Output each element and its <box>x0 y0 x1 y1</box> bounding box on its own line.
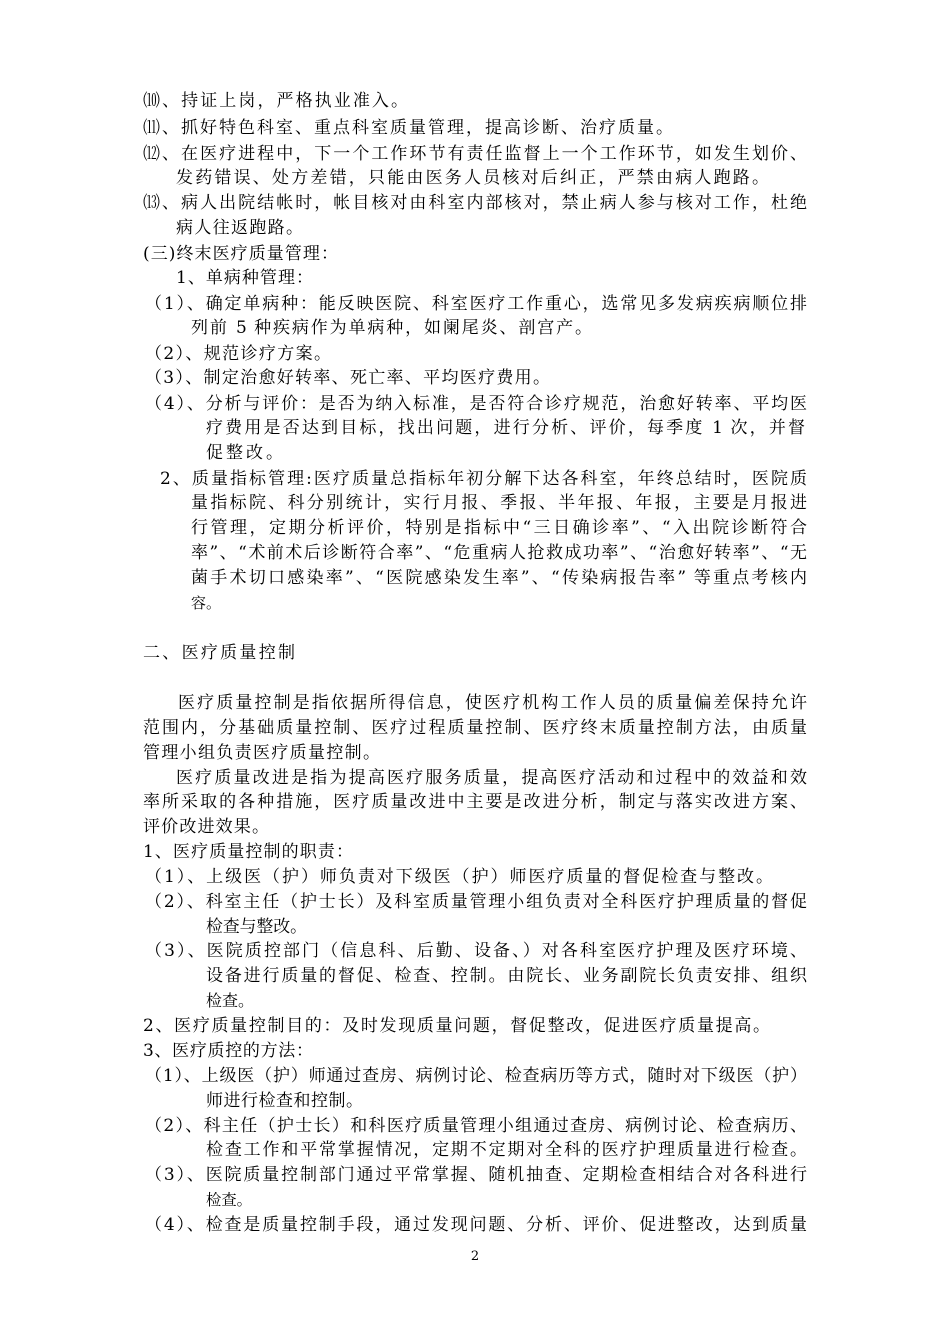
section-heading: (三)终末医疗质量管理： <box>143 244 338 264</box>
text-line: 容。 <box>191 594 222 612</box>
text-line: 率”、“术前术后诊断符合率”、“危重病人抢救成功率”、“治愈好转率”、“无 <box>191 543 807 563</box>
text-line: ⑽、持证上岗，严格执业准入。 <box>143 91 408 111</box>
text-line: 病人往返跑路。 <box>176 218 303 238</box>
text-line: 行管理，定期分析评价，特别是指标中“三日确诊率”、“入出院诊断符合 <box>191 518 807 538</box>
text-line: （2）、科主任（护士长）和科医疗质量管理小组通过查房、病例讨论、检查病历、 <box>145 1116 807 1136</box>
text-line: 菌手术切口感染率”、“医院感染发生率”、“传染病报告率” 等重点考核内 <box>191 568 807 588</box>
text-line: （4）、分析与评价：是否为纳入标准，是否符合诊疗规范，治愈好转率、平均医 <box>145 394 807 414</box>
text-line: ⑿、在医疗进程中，下一个工作环节有责任监督上一个工作环节，如发生划价、 <box>143 144 807 164</box>
text-line: （3）、医院质量控制部门通过平常掌握、随机抽查、定期检查相结合对各科进行 <box>145 1165 807 1185</box>
text-line: 检查工作和平常掌握情况，定期不定期对全科的医疗护理质量进行检查。 <box>206 1140 807 1160</box>
text-line: 2、医疗质量控制目的：及时发现质量问题，督促整改，促进医疗质量提高。 <box>143 1016 770 1036</box>
text-line: 管理小组负责医疗质量控制。 <box>143 743 380 763</box>
text-line: ⒀、病人出院结帐时，帐目核对由科室内部核对，禁止病人参与核对工作，杜绝 <box>143 193 807 213</box>
text-line: 检查。 <box>206 1191 252 1209</box>
page-number: 2 <box>470 1249 480 1264</box>
text-line: 疗费用是否达到目标，找出问题，进行分析、评价，每季度 1 次，并督 <box>206 418 805 438</box>
subsection-heading: 1、医疗质量控制的职责： <box>143 842 353 862</box>
text-line: （2）、规范诊疗方案。 <box>145 344 331 364</box>
text-line: 范围内，分基础质量控制、医疗过程质量控制、医疗终末质量控制方法，由质量 <box>143 718 807 738</box>
text-line: （4）、检查是质量控制手段，通过发现问题、分析、评价、促进整改，达到质量 <box>145 1215 807 1235</box>
text-line: 量指标院、科分别统计，实行月报、季报、半年报、年报，主要是月报进 <box>191 493 807 513</box>
text-line: （2）、科室主任（护士长）及科室质量管理小组负责对全科医疗护理质量的督促 <box>145 892 807 912</box>
text-line: （1）、上级医（护）师负责对下级医（护）师医疗质量的督促检查与整改。 <box>145 867 773 887</box>
subsection-heading: 3、医疗质控的方法： <box>143 1041 313 1061</box>
text-line: 检查。 <box>206 991 255 1010</box>
text-line: 师进行检查和控制。 <box>206 1091 363 1111</box>
text-line: 医疗质量控制是指依据所得信息，使医疗机构工作人员的质量偏差保持允许 <box>178 693 807 713</box>
text-line: 评价改进效果。 <box>143 817 269 837</box>
text-line: （3）、制定治愈好转率、死亡率、平均医疗费用。 <box>145 368 550 388</box>
text-line: ⑾、抓好特色科室、重点科室质量管理，提高诊断、治疗质量。 <box>143 118 673 138</box>
subsection-heading: 1、单病种管理： <box>176 268 313 288</box>
text-line: 2、质量指标管理:医疗质量总指标年初分解下达各科室，年终总结时，医院质 <box>160 469 807 489</box>
text-line: 医疗质量改进是指为提高医疗服务质量，提高医疗活动和过程中的效益和效 <box>176 768 807 788</box>
text-line: （1）、上级医（护）师通过查房、病例讨论、检查病历等方式，随时对下级医（护） <box>145 1066 807 1086</box>
text-line: 检查与整改。 <box>206 916 307 936</box>
text-line: 设备进行质量的督促、检查、控制。由院长、业务副院长负责安排、组织 <box>206 966 807 986</box>
text-line: 促整改。 <box>206 443 283 463</box>
section-heading: 二、医疗质量控制 <box>143 643 295 663</box>
text-line: 发药错误、处方差错，只能由医务人员核对后纠正，严禁由病人跑路。 <box>176 168 769 188</box>
text-line: 列前 5 种疾病作为单病种，如阑尾炎、剖宫产。 <box>191 318 592 338</box>
text-line: （1）、确定单病种：能反映医院、科室医疗工作重心，选常见多发病疾病顺位排 <box>145 294 807 314</box>
text-line: 率所采取的各种措施，医疗质量改进中主要是改进分析，制定与落实改进方案、 <box>143 792 807 812</box>
text-line: （3）、医院质控部门（信息科、后勤、设备、）对各科室医疗护理及医疗环境、 <box>145 941 807 961</box>
